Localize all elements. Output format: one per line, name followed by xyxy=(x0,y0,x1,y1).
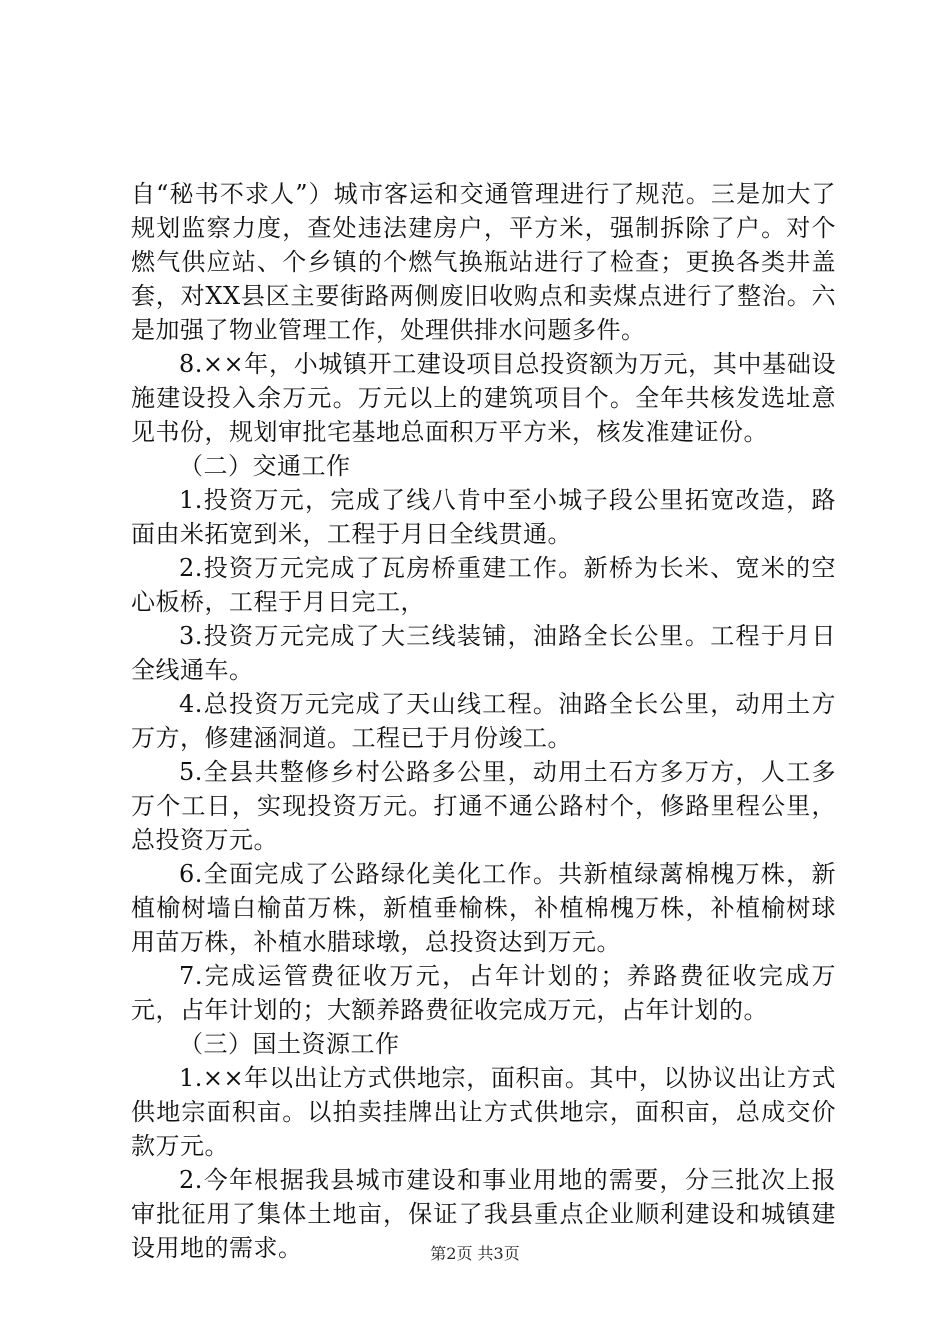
section-heading-land-resources: （三）国土资源工作 xyxy=(179,1030,400,1058)
page-number-footer: 第2页 共3页 xyxy=(430,1244,520,1263)
paragraph-transport-4: 4.总投资万元完成了天山线工程。油路全长公里，动用土方万方，修建涵洞道。工程已于月份竣工。 xyxy=(131,690,836,752)
paragraph-transport-5: 5.全县共整修乡村公路多公里，动用土石方多万方，人工多万个工日，实现投资万元。打通不通公路村个，修路里程公里，总投资万元。 xyxy=(131,758,836,854)
paragraph-transport-3: 3.投资万元完成了大三线装铺，油路全长公里。工程于月日全线通车。 xyxy=(131,622,836,684)
section-heading-transport: （二）交通工作 xyxy=(179,452,351,480)
paragraph-transport-2: 2.投资万元完成了瓦房桥重建工作。新桥为长米、宽米的空心板桥，工程于月日完工， xyxy=(131,554,836,616)
paragraph-land-1: 1.××年以出让方式供地宗，面积亩。其中，以协议出让方式供地宗面积亩。以拍卖挂牌出让方式供地宗，面积亩，总成交价款万元。 xyxy=(131,1064,836,1160)
paragraph-continuation: 自“秘书不求人”）城市客运和交通管理进行了规范。三是加大了规划监察力度，查处违法建房户，平方米，强制拆除了户。对个燃气供应站、个乡镇的个燃气换瓶站进行了检查；更换各类井盖套，对XX县区主要街路两侧废旧收购点和卖煤点进行了整治。六是加强了物业管理工作，处理供排水问题多件。 xyxy=(131,180,836,344)
paragraph-transport-7: 7.完成运管费征收万元，占年计划的；养路费征收完成万元，占年计划的；大额养路费征收完成万元，占年计划的。 xyxy=(131,962,836,1024)
document-body xyxy=(131,177,836,1265)
paragraph-transport-6: 6.全面完成了公路绿化美化工作。共新植绿蓠棉槐万株，新植榆树墙白榆苗万株，新植垂榆株，补植棉槐万株，补植榆树球用苗万株，补植水腊球墩，总投资达到万元。 xyxy=(131,860,836,956)
paragraph-transport-1: 1.投资万元，完成了线八肯中至小城子段公里拓宽改造，路面由米拓宽到米，工程于月日全线贯通。 xyxy=(131,486,836,548)
paragraph-item-8: 8.××年，小城镇开工建设项目总投资额为万元，其中基础设施建设投入余万元。万元以上的建筑项目个。全年共核发选址意见书份，规划审批宅基地总面积万平方米，核发准建证份。 xyxy=(131,350,836,446)
paragraph-land-2: 2.今年根据我县城市建设和事业用地的需要，分三批次上报审批征用了集体土地亩，保证了我县重点企业顺利建设和城镇建设用地的需求。 xyxy=(131,1166,836,1262)
